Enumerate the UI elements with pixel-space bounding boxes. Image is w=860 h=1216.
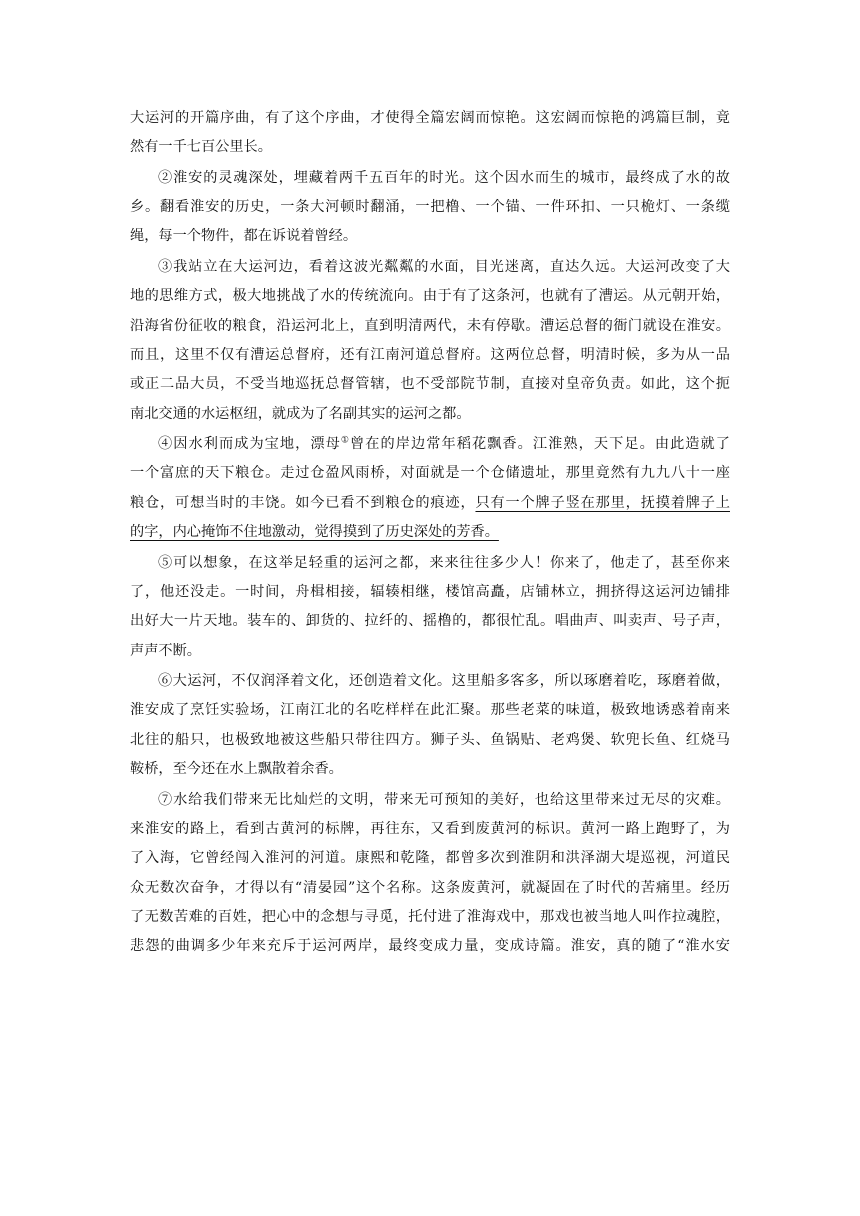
text-line: 南北交通的水运枢纽，就成为了名副其实的运河之都。 (130, 405, 471, 422)
footnote-marker: ① (340, 435, 351, 446)
text-line (130, 518, 730, 547)
text-line: 了无数苦难的百姓，把心中的念想与寻觅，托付进了淮海戏中，那戏也被当地人叫作拉魂腔， (130, 908, 730, 925)
text-segment: 曾在的岸边常年稻花飘香。江淮熟，天下足。由此造就了 (350, 436, 730, 453)
paragraph (130, 786, 730, 962)
text-line: 沿海省份征收的粮食，沿运河北上，直到明清两代，未有停歇。漕运总督的衙门就设在淮安。 (130, 317, 730, 334)
text-line: 地的思维方式，极大地挑战了水的传统流向。由于有了这条河，也就有了漕运。从元朝开始， (130, 288, 730, 305)
text-line: ③我站立在大运河边，看着这波光粼粼的水面，目光迷离，直达久远。大运河改变了大 (158, 259, 730, 276)
paragraph (130, 164, 730, 252)
paragraph (130, 430, 730, 547)
paragraph (130, 253, 730, 429)
text-line: 大运河的开篇序曲，有了这个序曲，才使得全篇宏阔而惊艳。这宏阔而惊艳的鸿篇巨制，竟 (130, 110, 730, 126)
text-line: ⑦水给我们带来无比灿烂的文明，带来无可预知的美好，也给这里带来过无尽的灾难。 (158, 791, 730, 808)
paragraph (130, 104, 730, 163)
underlined-sentence: 的字，内心掩饰不住地激动，觉得摸到了历史深处的芳香。 (130, 524, 499, 541)
text-line: 了入海，它曾经闯入淮河的河道。康熙和乾隆，都曾多次到淮阴和洪泽湖大堤巡视，河道民 (130, 850, 730, 867)
text-line: ⑤可以想象，在这举足轻重的运河之都，来来往往多少人！你来了，他走了，甚至你来 (158, 554, 730, 571)
text-line: 一个富庶的天下粮仓。走过仓盈风雨桥，对面就是一个仓储遗址，那里竟然有九九八十一座 (130, 465, 730, 482)
text-line: 声声不断。 (130, 642, 201, 659)
text-line: ⑥大运河，不仅润泽着文化，还创造着文化。这里船多客多，所以琢磨着吃，琢磨着做， (158, 673, 730, 690)
text-line: 而且，这里不仅有漕运总督府，还有江南河道总督府。这两位总督，明清时候，多为从一品 (130, 346, 730, 363)
text-line (130, 430, 730, 459)
text-line: 然有一千七百公里长。 (130, 139, 272, 156)
text-line: 众无数次奋争，才得以有“清晏园”这个名称。这条废黄河，就凝固在了时代的苦痛里。经历 (130, 879, 730, 896)
text-line: 淮安成了烹饪实验场，江南江北的名吃样样在此汇聚。那些老菜的味道，极致地诱惑着南来 (130, 702, 730, 719)
text-line: ②淮安的灵魂深处，埋藏着两千五百年的时光。这个因水而生的城市，最终成了水的故 (158, 169, 730, 186)
paragraph (130, 549, 730, 666)
text-line: 乡。翻看淮安的历史，一条大河顿时翻涌，一把橹、一个锚、一件环扣、一只桅灯、一条缆 (130, 199, 730, 216)
underlined-sentence: 只有一个牌子竖在那里，抚摸着牌子上 (475, 494, 730, 511)
document-page (130, 104, 730, 961)
text-line (130, 489, 730, 518)
text-line: 北往的船只，也极致地被这些船只带往四方。狮子头、鱼锅贴、老鸡煲、软兜长鱼、红烧马 (130, 731, 730, 748)
text-line: 悲怨的曲调多少年来充斥于运河两岸，最终变成力量，变成诗篇。淮安，真的随了“淮水安 (130, 938, 730, 955)
paragraph (130, 667, 730, 784)
text-line: 出好大一片天地。装车的、卸货的、拉纤的、摇橹的，都很忙乱。唱曲声、叫卖声、号子声， (130, 613, 730, 630)
text-line: 了，他还没走。一时间，舟楫相接，辐辏相继，楼馆高矗，店铺林立，拥挤得这运河边铺排 (130, 583, 730, 600)
text-line: 鞍桥，至今还在水上飘散着余香。 (130, 761, 343, 778)
text-line: 或正二品大员，不受当地巡抚总督管辖，也不受部院节制，直接对皇帝负责。如此，这个扼 (130, 376, 730, 393)
text-line: 绳，每一个物件，都在诉说着曾经。 (130, 228, 358, 245)
text-segment: ④因水利而成为宝地，漂母 (158, 436, 341, 453)
text-segment: 粮仓，可想当时的丰饶。如今已看不到粮仓的痕迹， (130, 494, 476, 511)
text-line: 来淮安的路上，看到古黄河的标牌，再往东，又看到废黄河的标识。黄河一路上跑野了，为 (130, 820, 730, 837)
